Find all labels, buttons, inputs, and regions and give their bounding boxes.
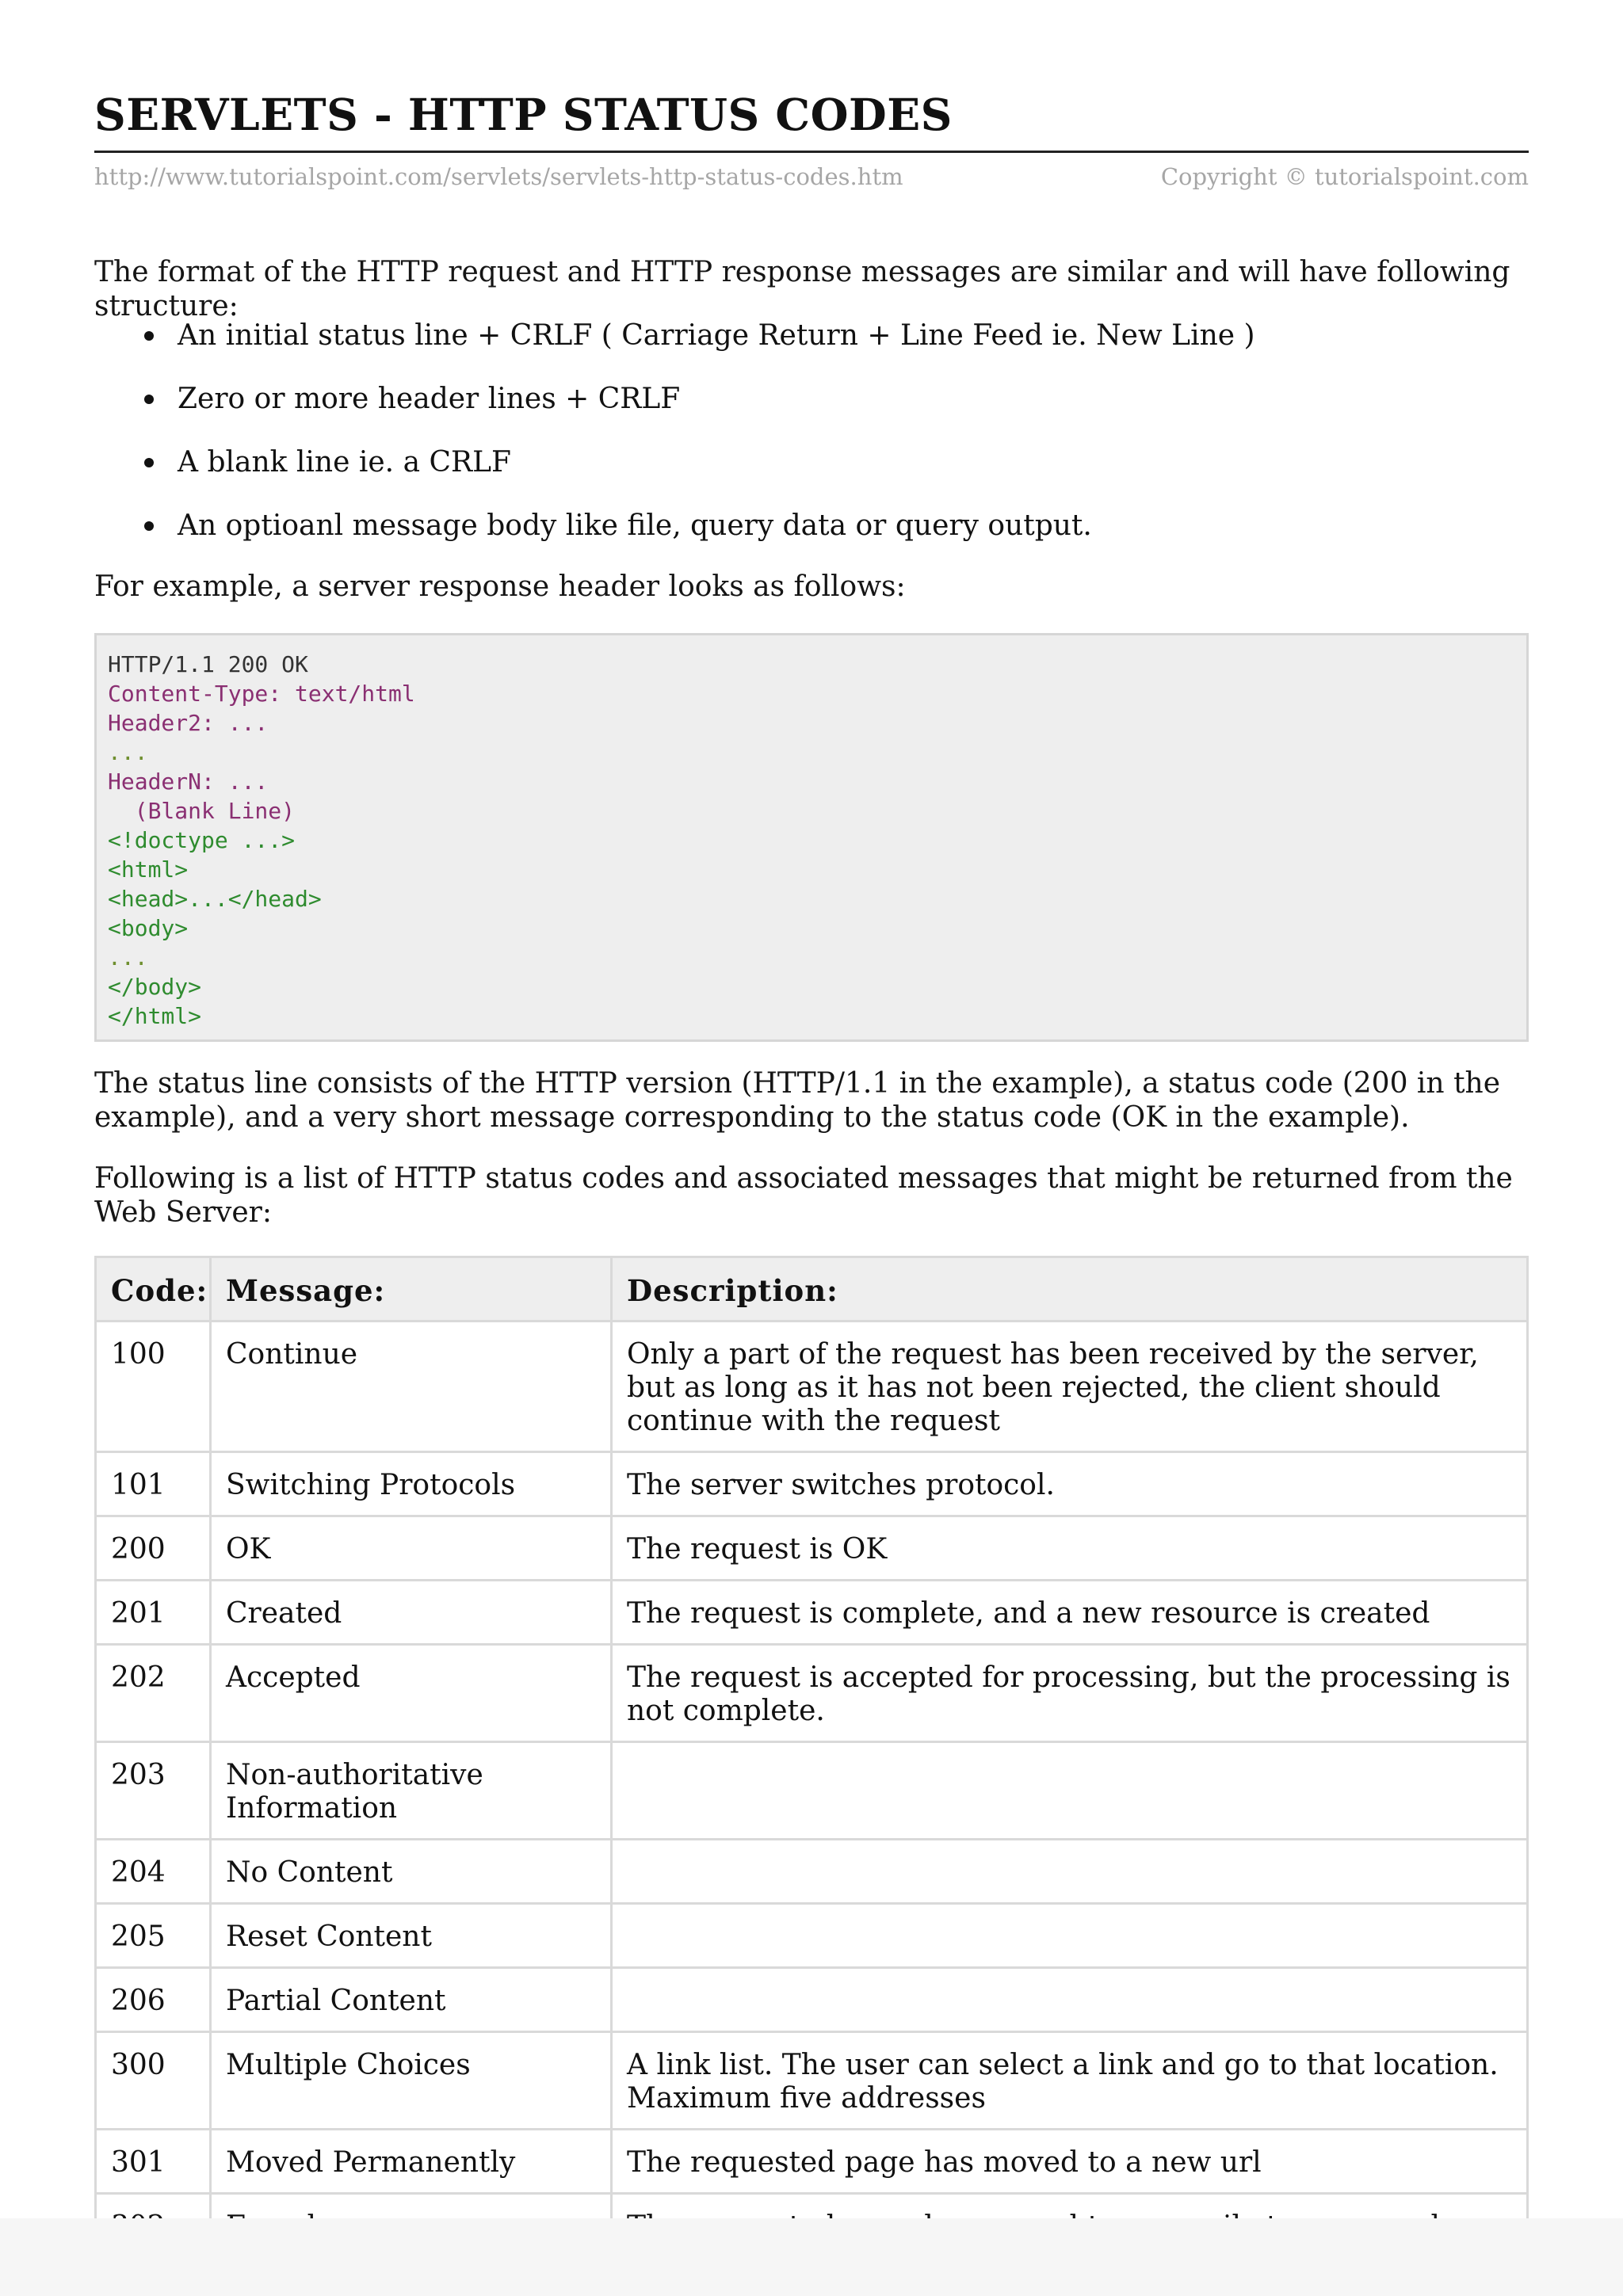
list-item: Zero or more header lines + CRLF [141,382,1255,445]
code-line: HeaderN: ... [108,769,269,795]
example-lead-paragraph: For example, a server response header looks as follows: [94,570,906,603]
cell-message: Moved Permanently [211,2130,612,2194]
table-row [96,1840,1528,1904]
cell-message: No Content [211,1840,612,1904]
source-url: http://www.tutorialspoint.com/servlets/servlets-http-status-codes.htm [94,163,903,190]
bullet-icon [144,331,154,341]
code-line: </html> [108,1003,202,1029]
list-item: An optioanl message body like file, query data or query output. [141,509,1255,572]
table-row [96,1968,1528,2032]
table-row [96,1581,1528,1645]
code-listing [97,635,1526,1031]
table-row [96,1516,1528,1581]
cell-description [612,1904,1528,1968]
bullet-icon [144,458,154,467]
cell-message: Accepted [211,1645,612,1742]
page-title: SERVLETS - HTTP STATUS CODES [94,89,953,140]
table-row [96,1322,1528,1452]
cell-description: The request is OK [612,1516,1528,1581]
code-line: (Blank Line) [108,798,296,824]
code-line: <body> [108,915,189,941]
cell-description [612,1742,1528,1840]
code-line: Header2: ... [108,710,269,736]
status-list-lead: Following is a list of HTTP status codes and associated messages that might be returned from the Web Server: [94,1162,1513,1229]
title-divider [94,151,1529,153]
copyright-notice: Copyright © tutorialspoint.com [1160,163,1529,190]
cell-description [612,1968,1528,2032]
bullet-icon [144,521,154,531]
page-bottom-margin [0,2218,1623,2296]
cell-message: Switching Protocols [211,1452,612,1516]
cell-code: 204 [96,1840,211,1904]
cell-code: 300 [96,2032,211,2130]
code-line: HTTP/1.1 200 OK [108,651,308,677]
cell-message: Partial Content [211,1968,612,2032]
column-header-code: Code: [96,1257,211,1322]
table-row [96,2130,1528,2194]
table-row [96,1742,1528,1840]
code-line: ... [108,739,148,765]
cell-description: Only a part of the request has been received by the server, but as long as it has not been rejected, the client should continue with the request [612,1322,1528,1452]
code-line: </body> [108,974,202,1000]
code-example-block [94,633,1529,1042]
cell-code: 206 [96,1968,211,2032]
cell-message: Reset Content [211,1904,612,1968]
cell-code: 301 [96,2130,211,2194]
cell-message: Multiple Choices [211,2032,612,2130]
code-line: <!doctype ...> [108,827,296,853]
list-item: A blank line ie. a CRLF [141,445,1255,509]
cell-description: The requested page has moved to a new url [612,2130,1528,2194]
intro-paragraph: The format of the HTTP request and HTTP response messages are similar and will have following structure: [94,256,1510,322]
cell-code: 201 [96,1581,211,1645]
cell-description: A link list. The user can select a link and go to that location. Maximum five addresses [612,2032,1528,2130]
column-header-description: Description: [612,1257,1528,1322]
code-line: ... [108,944,148,971]
status-line-paragraph: The status line consists of the HTTP version (HTTP/1.1 in the example), a status code (200 in the example), and a very short message corresponding to the status code (OK in the example). [94,1067,1501,1134]
cell-message: Created [211,1581,612,1645]
column-header-message: Message: [211,1257,612,1322]
table-row [96,1452,1528,1516]
cell-message: Continue [211,1322,612,1452]
cell-code: 101 [96,1452,211,1516]
table-row [96,1645,1528,1742]
cell-description [612,1840,1528,1904]
cell-code: 100 [96,1322,211,1452]
cell-code: 202 [96,1645,211,1742]
structure-list [141,318,1255,572]
cell-code: 203 [96,1742,211,1840]
cell-description: The server switches protocol. [612,1452,1528,1516]
code-line: Content-Type: text/html [108,681,415,707]
cell-code: 200 [96,1516,211,1581]
code-line: <head>...</head> [108,886,322,912]
table-row [96,2032,1528,2130]
cell-description: The request is complete, and a new resource is created [612,1581,1528,1645]
list-item: An initial status line + CRLF ( Carriage Return + Line Feed ie. New Line ) [141,318,1255,382]
cell-message: Non-authoritative Information [211,1742,612,1840]
table-row [96,1904,1528,1968]
table-header-row [96,1257,1528,1322]
cell-description: The request is accepted for processing, but the processing is not complete. [612,1645,1528,1742]
bullet-icon [144,395,154,404]
cell-message: OK [211,1516,612,1581]
code-line: <html> [108,856,189,883]
cell-code: 205 [96,1904,211,1968]
status-codes-table [94,1256,1529,2259]
